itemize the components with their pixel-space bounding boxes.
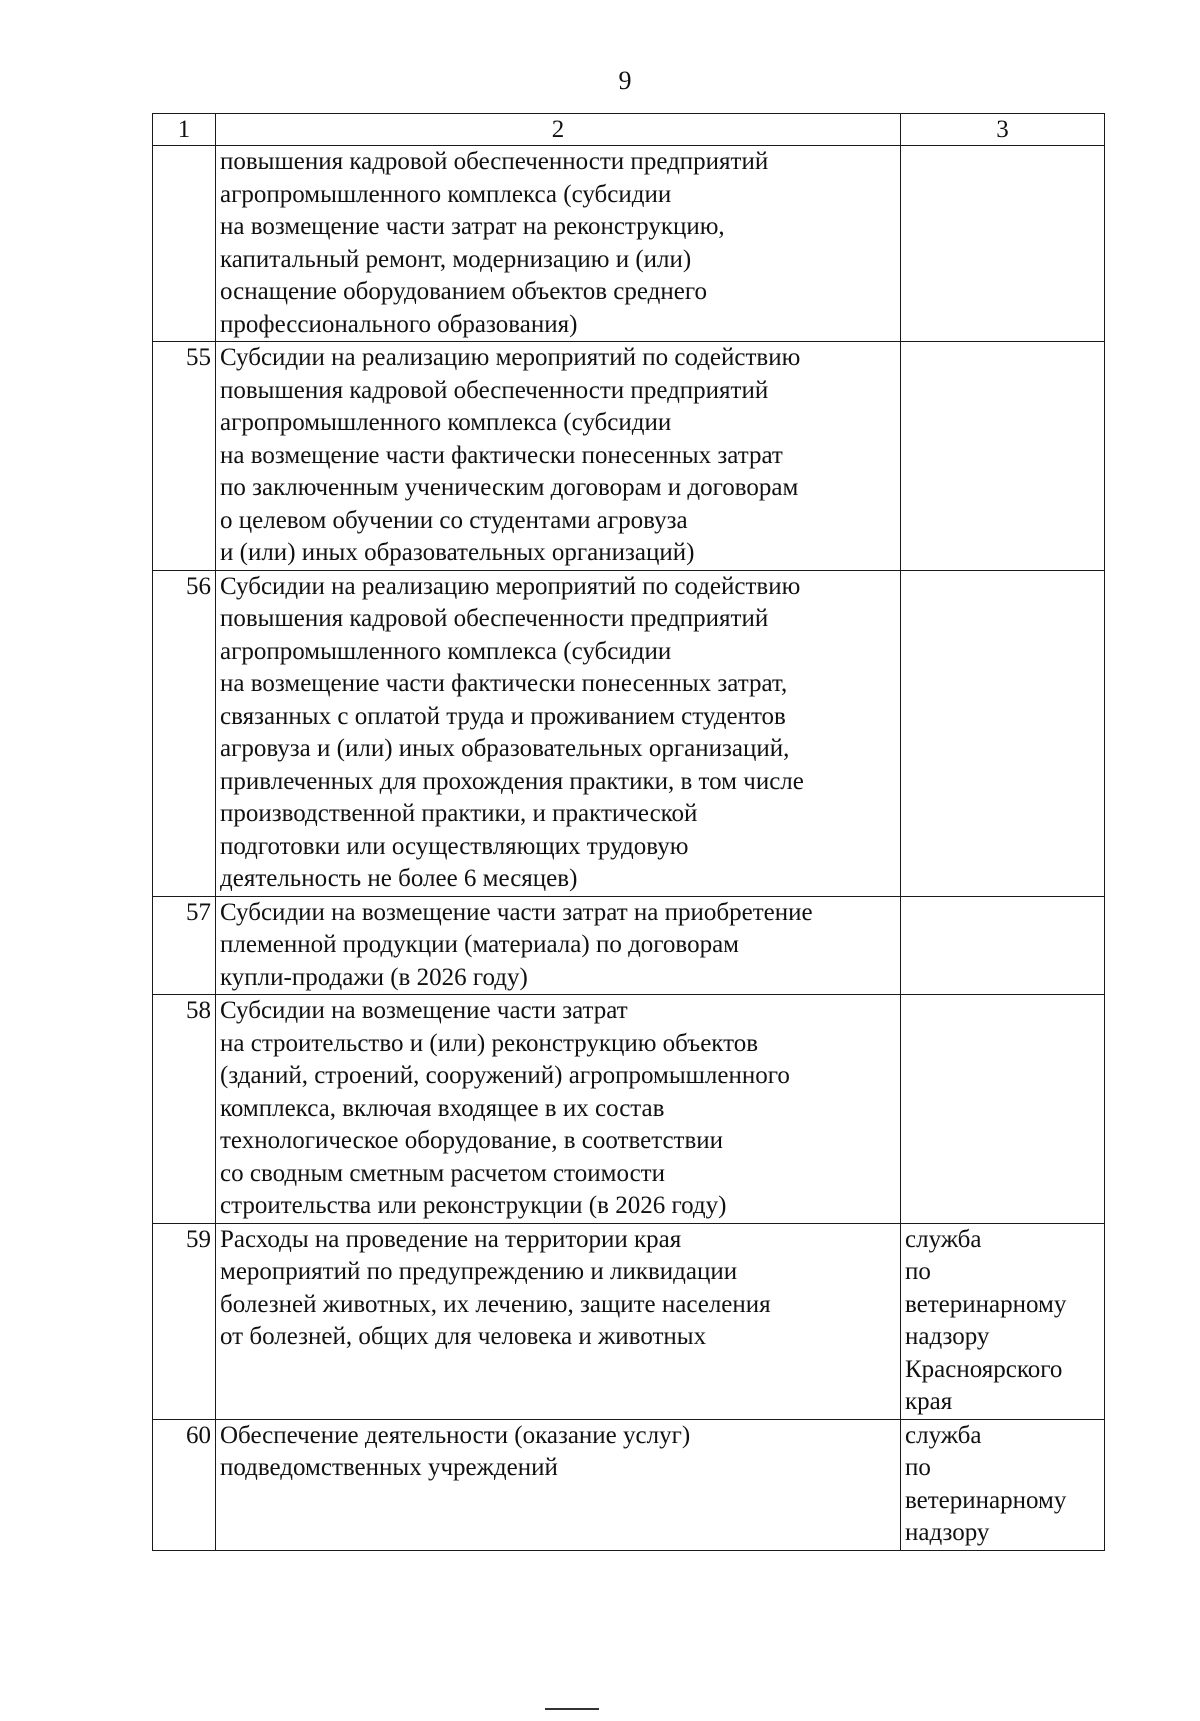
- page-number: 9: [618, 66, 632, 95]
- description-line: повышения кадровой обеспеченности предприятий: [220, 148, 769, 175]
- description-line: Субсидии на реализацию мероприятий по содействию: [220, 572, 801, 600]
- description-line: купли-продажи (в 2026 году): [220, 963, 528, 991]
- responsible-agency: [901, 896, 1105, 995]
- responsible-line: ветеринарному: [905, 1486, 1067, 1514]
- responsible-agency: [901, 146, 1105, 342]
- responsible-agency: [901, 1223, 1105, 1419]
- responsible-line: надзору: [905, 1519, 990, 1546]
- header-col-1: 1: [153, 114, 216, 146]
- description-line: подготовки или осуществляющих трудовую: [220, 832, 689, 860]
- description-line: мероприятий по предупреждению и ликвидации: [220, 1258, 738, 1285]
- header-col-2: 2: [216, 114, 901, 146]
- description-line: от болезней, общих для человека и животных: [220, 1323, 707, 1350]
- measures-table: [152, 113, 1105, 1551]
- measure-description: [216, 342, 901, 571]
- description-line: племенной продукции (материала) по договорам: [220, 931, 739, 958]
- description-line: повышения кадровой обеспеченности предприятий: [220, 376, 769, 404]
- description-line: подведомственных учреждений: [220, 1454, 558, 1481]
- responsible-line: надзору: [905, 1323, 990, 1350]
- table-row: [153, 570, 1105, 896]
- table-row: [153, 146, 1105, 342]
- header-col-3: 3: [901, 114, 1105, 146]
- description-line: агропромышленного комплекса (субсидии: [220, 637, 672, 665]
- description-line: о целевом обучении со студентами агровуза: [220, 506, 688, 534]
- responsible-agency: [901, 995, 1105, 1224]
- description-line: профессионального образования): [220, 310, 578, 338]
- description-line: производственной практики, и практической: [220, 800, 698, 827]
- table-row: [153, 1223, 1105, 1419]
- measure-description: [216, 146, 901, 342]
- row-number: 59: [153, 1223, 216, 1419]
- table-row: [153, 896, 1105, 995]
- description-line: оснащение оборудованием объектов среднего: [220, 278, 707, 305]
- description-line: Субсидии на возмещение части затрат на приобретение: [220, 898, 813, 926]
- description-line: технологическое оборудование, в соответствии: [220, 1127, 724, 1154]
- description-line: по заключенным ученическим договорам и договорам: [220, 474, 799, 501]
- description-line: повышения кадровой обеспеченности предприятий: [220, 605, 769, 632]
- description-line: на строительство и (или) реконструкцию объектов: [220, 1029, 759, 1057]
- description-line: комплекса, включая входящее в их состав: [220, 1094, 665, 1122]
- measure-description: [216, 570, 901, 896]
- description-line: агровуза и (или) иных образовательных организаций,: [220, 735, 790, 762]
- description-line: Субсидии на реализацию мероприятий по содействию: [220, 344, 801, 371]
- responsible-agency: [901, 342, 1105, 571]
- description-line: и (или) иных образовательных организаций): [220, 539, 695, 566]
- table-body: [153, 146, 1105, 1551]
- table-header-row: [153, 114, 1105, 146]
- responsible-line: служба: [905, 1421, 982, 1449]
- row-number: 55: [153, 342, 216, 571]
- description-line: деятельность не более 6 месяцев): [220, 865, 578, 892]
- row-number: 60: [153, 1419, 216, 1550]
- description-line: Расходы на проведение на территории края: [220, 1225, 682, 1253]
- responsible-line: по: [905, 1454, 931, 1481]
- responsible-agency: [901, 570, 1105, 896]
- description-line: со сводным сметным расчетом стоимости: [220, 1159, 665, 1187]
- measure-description: [216, 896, 901, 995]
- responsible-line: ветеринарному: [905, 1290, 1067, 1318]
- description-line: болезней животных, их лечению, защите населения: [220, 1290, 771, 1318]
- responsible-line: края: [905, 1388, 953, 1415]
- responsible-line: служба: [905, 1225, 982, 1253]
- description-line: агропромышленного комплекса (субсидии: [220, 409, 672, 436]
- description-line: агропромышленного комплекса (субсидии: [220, 180, 672, 208]
- footer-mark: [545, 1708, 599, 1710]
- measure-description: [216, 1223, 901, 1419]
- table-row: [153, 1419, 1105, 1550]
- description-line: привлеченных для прохождения практики, в том числе: [220, 767, 804, 795]
- measure-description: [216, 995, 901, 1224]
- row-number: 56: [153, 570, 216, 896]
- measure-description: [216, 1419, 901, 1550]
- description-line: на возмещение части фактически понесенных затрат,: [220, 670, 788, 697]
- responsible-line: Красноярского: [905, 1355, 1063, 1383]
- row-number: 58: [153, 995, 216, 1224]
- description-line: (зданий, строений, сооружений) агропромышленного: [220, 1062, 790, 1089]
- table-row: [153, 342, 1105, 571]
- description-line: на возмещение части затрат на реконструкцию,: [220, 213, 725, 240]
- responsible-agency: [901, 1419, 1105, 1550]
- table-row: [153, 995, 1105, 1224]
- row-number: 57: [153, 896, 216, 995]
- description-line: на возмещение части фактически понесенных затрат: [220, 441, 783, 469]
- description-line: строительства или реконструкции (в 2026 году): [220, 1192, 727, 1219]
- description-line: Обеспечение деятельности (оказание услуг): [220, 1421, 691, 1449]
- row-number: [153, 146, 216, 342]
- responsible-line: по: [905, 1258, 931, 1285]
- description-line: связанных с оплатой труда и проживанием студентов: [220, 702, 786, 730]
- description-line: Субсидии на возмещение части затрат: [220, 997, 628, 1024]
- description-line: капитальный ремонт, модернизацию и (или): [220, 245, 692, 273]
